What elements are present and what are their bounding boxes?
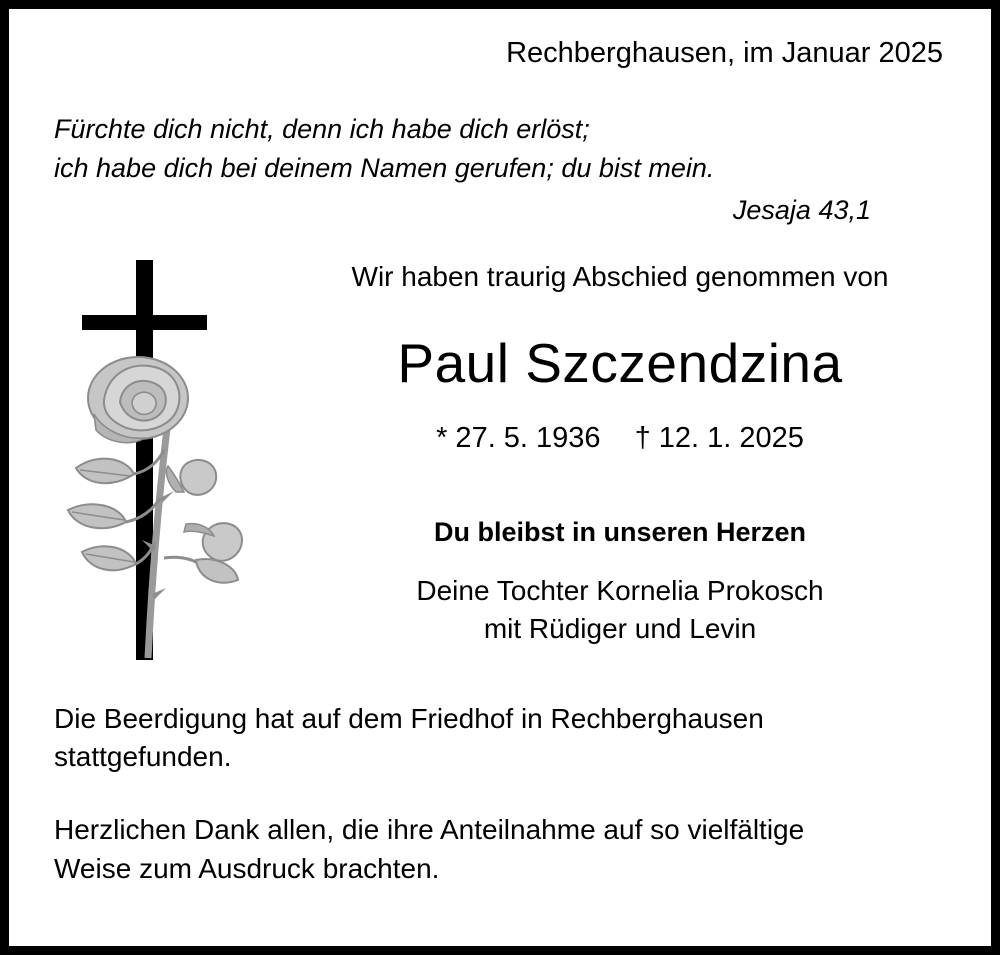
thanks-note — [54, 811, 951, 888]
birth-date: * 27. 5. 1936 — [436, 421, 601, 454]
obituary-inner — [9, 9, 991, 946]
cross-with-rose-icon — [64, 260, 294, 670]
body-area — [49, 260, 951, 660]
place-and-date: Rechberghausen, im Januar 2025 — [506, 37, 943, 69]
funeral-info — [54, 700, 951, 777]
center-block — [299, 260, 951, 648]
family-names — [299, 572, 941, 648]
memorial-motto: Du bleibst in unseren Herzen — [433, 516, 807, 547]
family-line-2: mit Rüdiger und Levin — [483, 612, 757, 644]
intro-text: Wir haben traurig Abschied genommen von — [351, 260, 889, 292]
funeral-info-line-2: stattgefunden. — [54, 741, 232, 773]
thanks-note-line-1: Herzlichen Dank allen, die ihre Anteilnahme auf so vielfältige — [54, 813, 805, 845]
verse-line-2: ich habe dich bei deinem Namen gerufen; du bist mein. — [54, 153, 715, 184]
deceased-name: Paul Szczendzina — [397, 332, 843, 395]
footer-text — [49, 700, 951, 889]
funeral-info-line-1: Die Beerdigung hat auf dem Friedhof in Rechberghausen — [54, 702, 764, 734]
bible-verse — [49, 110, 951, 188]
life-dates — [299, 422, 941, 455]
thanks-note-line-2: Weise zum Ausdruck brachten. — [54, 852, 440, 884]
family-line-1: Deine Tochter Kornelia Prokosch — [416, 574, 824, 606]
verse-reference: Jesaja 43,1 — [732, 194, 871, 225]
death-date: † 12. 1. 2025 — [634, 421, 804, 454]
verse-line-1: Fürchte dich nicht, denn ich habe dich erlöst; — [54, 114, 590, 145]
